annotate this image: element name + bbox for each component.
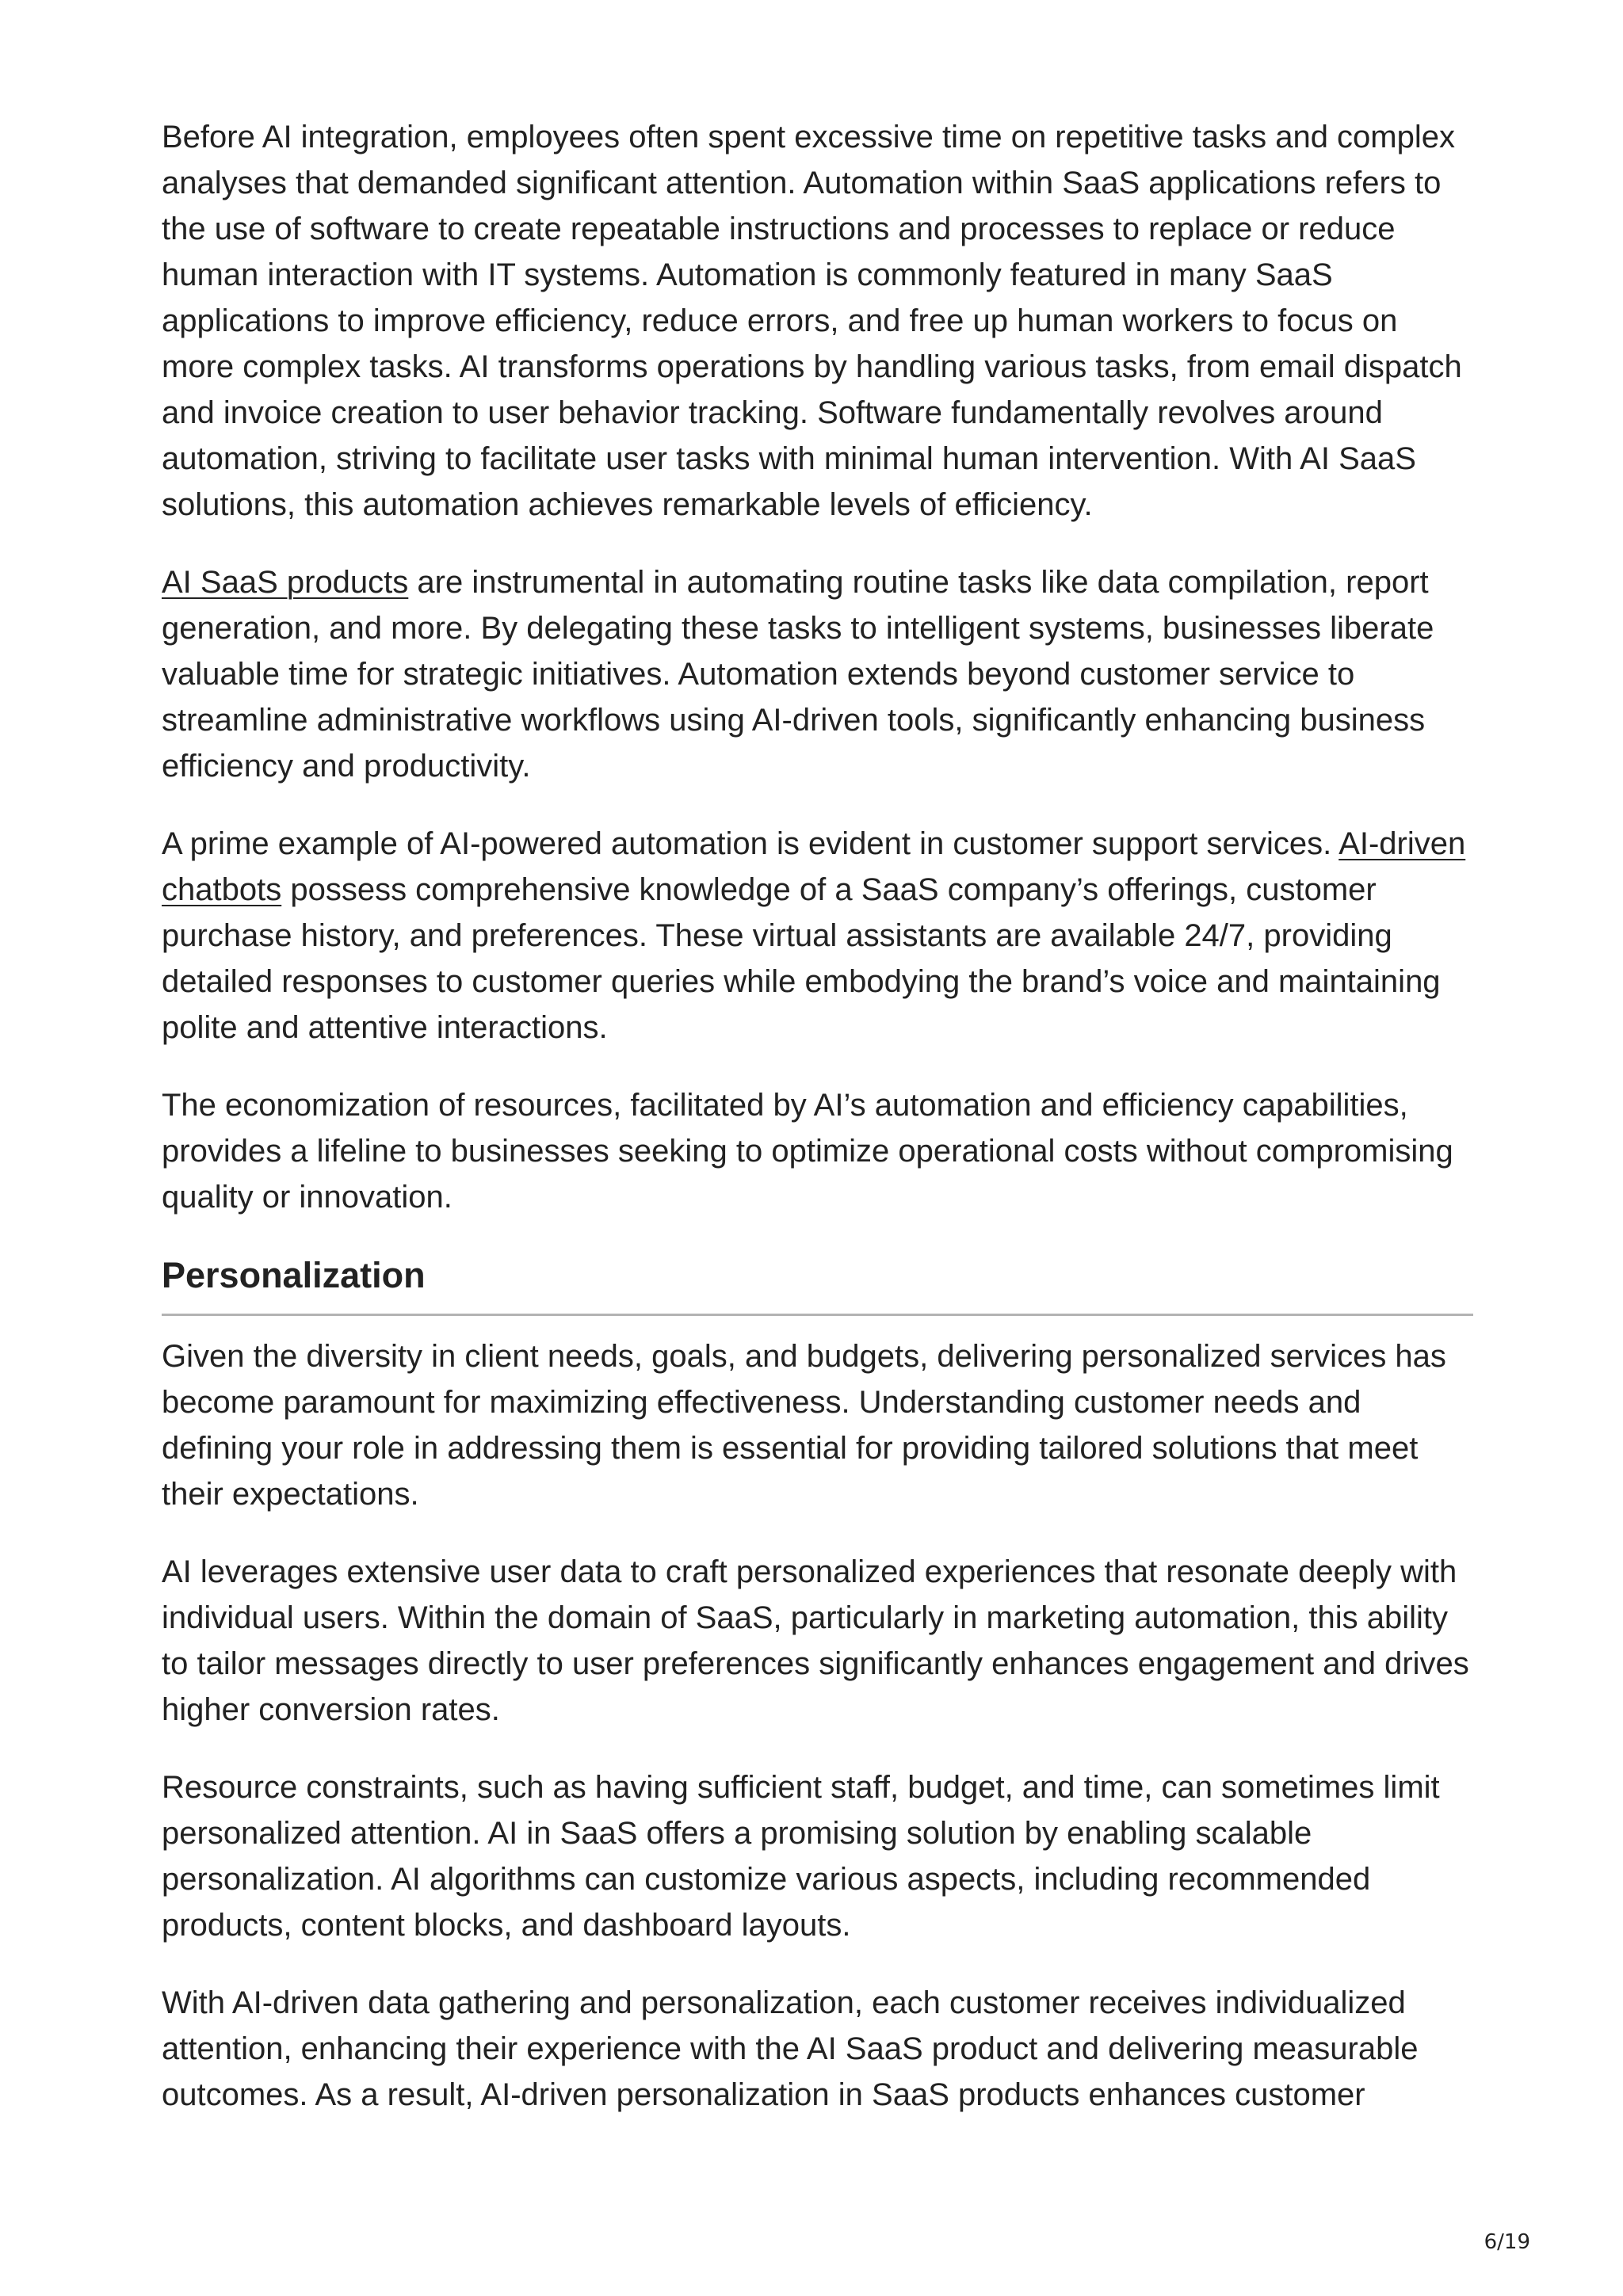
- paragraph-automation-intro: Before AI integration, employees often spent excessive time on repetitive tasks and complex analyses that demanded significant attention. Automation within SaaS applications refers to the use of software to create repeatable instructions and processes to replace or reduce human interaction with IT systems. Automation is commonly featured in many SaaS applications to improve efficiency, reduce errors, and free up human workers to focus on more complex tasks. AI transforms operations by handling various tasks, from email dispatch and invoice creation to user behavior tracking. Software fundamentally revolves around automation, striving to facilitate user tasks with minimal human intervention. With AI SaaS solutions, this automation achieves remarkable levels of efficiency.: [162, 120, 1462, 522]
- article-body: [162, 114, 1473, 2149]
- paragraph-user-data: AI leverages extensive user data to craft personalized experiences that resonate deeply with individual users. Within the domain of SaaS, particularly in marketing automation, this ability to tailor messages directly to user preferences significantly enhances engagement and drives higher conversion rates.: [162, 1554, 1469, 1727]
- ai-saas-products-link[interactable]: AI SaaS products: [162, 565, 409, 600]
- page-number: 6/19: [1484, 2230, 1530, 2254]
- ai-driven-chatbots-link[interactable]: AI-driven chatbots: [162, 826, 1466, 907]
- paragraph-economization: The economization of resources, facilitated by AI’s automation and efficiency capabilities, provides a lifeline to businesses seeking to optimize operational costs without compromising quality or innovation.: [162, 1088, 1453, 1215]
- paragraph-text: are instrumental in automating routine tasks like data compilation, report generation, and more. By delegating these tasks to intelligent systems, businesses liberate valuable time for strategic initiatives. Automation extends beyond customer service to streamline administrative workflows using AI-driven tools, significantly enhancing business efficiency and productivity.: [162, 565, 1434, 784]
- paragraph-personalization-intro: Given the diversity in client needs, goals, and budgets, delivering personalized services has become paramount for maximizing effectiveness. Understanding customer needs and defining your role in addressing them is essential for providing tailored solutions that meet their expectations.: [162, 1339, 1446, 1512]
- paragraph-text: A prime example of AI-powered automation is evident in customer support services.: [162, 826, 1339, 861]
- paragraph-data-gathering: With AI-driven data gathering and personalization, each customer receives individualized attention, enhancing their experience with the AI SaaS product and delivering measurable outcomes. As a result, AI-driven personalization in SaaS products enhances customer: [162, 1985, 1419, 2112]
- paragraph-resource-constraints: Resource constraints, such as having sufficient staff, budget, and time, can sometimes limit personalized attention. AI in SaaS offers a promising solution by enabling scalable personalization. AI algorithms can customize various aspects, including recommended products, content blocks, and dashboard layouts.: [162, 1770, 1440, 1943]
- paragraph-chatbots: [162, 821, 1473, 1051]
- paragraph-ai-saas-products: [162, 559, 1473, 789]
- paragraph-text: possess comprehensive knowledge of a SaaS company’s offerings, customer purchase history, and preferences. These virtual assistants are available 24/7, providing detailed responses to customer queries while embodying the brand’s voice and maintaining polite and attentive interactions.: [162, 872, 1441, 1045]
- section-heading-personalization: Personalization: [162, 1255, 426, 1295]
- heading-divider: [162, 1314, 1473, 1316]
